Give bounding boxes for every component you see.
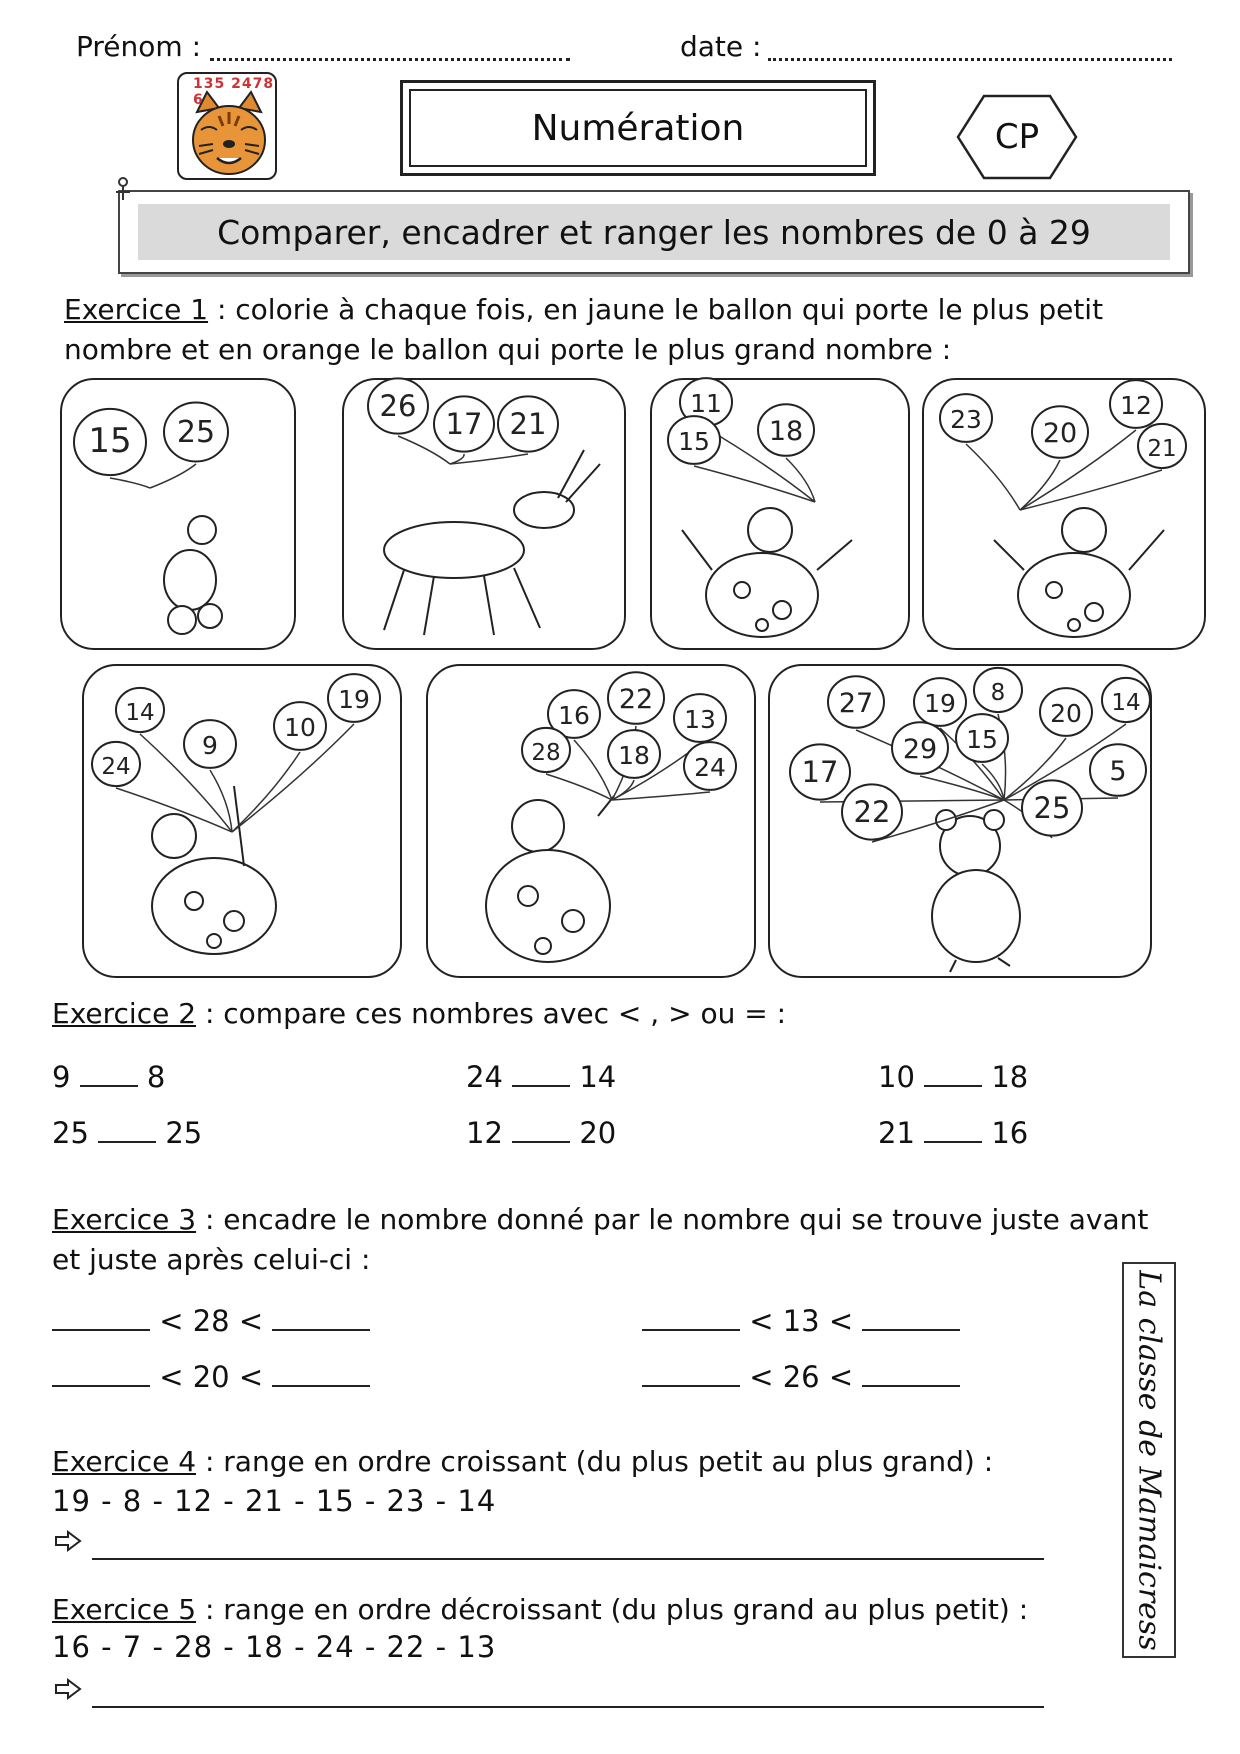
balloon-number: 28 — [531, 740, 561, 766]
balloon-string — [232, 752, 300, 832]
balloon-number: 26 — [379, 389, 417, 423]
ex4-instruction — [52, 1442, 1112, 1482]
compare-item: 21 16 — [878, 1116, 1029, 1150]
ex2-instruction — [52, 994, 1172, 1034]
balloon[interactable] — [956, 714, 1008, 762]
balloon[interactable] — [842, 784, 902, 839]
balloon-string — [920, 776, 1004, 800]
balloon-number: 22 — [853, 795, 891, 829]
balloon[interactable] — [608, 730, 660, 778]
ex3-instruction — [52, 1200, 1172, 1280]
balloon-string — [694, 466, 815, 502]
balloon[interactable] — [184, 720, 236, 768]
ex3-text-line2: et juste après celui-ci : — [52, 1243, 371, 1276]
balloon[interactable] — [674, 694, 726, 742]
balloon[interactable] — [1090, 744, 1146, 796]
ex1-label: Exercice 1 — [64, 293, 209, 326]
balloon-number: 21 — [1147, 436, 1177, 462]
balloon[interactable] — [790, 744, 850, 799]
compare-blank[interactable] — [98, 1117, 156, 1143]
balloon-number: 11 — [690, 389, 722, 418]
balloon[interactable] — [940, 394, 992, 442]
balloon-string — [210, 770, 232, 832]
compare-blank[interactable] — [924, 1061, 982, 1087]
balloon-number: 20 — [1042, 418, 1078, 449]
frame-blank-after[interactable] — [862, 1305, 960, 1331]
balloon-string — [1020, 460, 1060, 510]
ex5-answer-line[interactable] — [92, 1706, 1044, 1708]
balloon-number: 25 — [1033, 791, 1071, 825]
frame-item: < 28 < — [52, 1304, 370, 1338]
balloon-number: 17 — [801, 755, 839, 789]
ex5-label: Exercice 5 — [52, 1593, 197, 1626]
compare-blank[interactable] — [80, 1061, 138, 1087]
frame-item: < 13 < — [642, 1304, 960, 1338]
side-credit-box — [1122, 1262, 1176, 1658]
ex5-sequence: 16 - 7 - 28 - 18 - 24 - 22 - 13 — [52, 1630, 497, 1664]
balloon-number: 14 — [125, 700, 155, 726]
balloon[interactable] — [116, 688, 164, 732]
balloon[interactable] — [758, 404, 814, 456]
balloon[interactable] — [92, 742, 140, 786]
balloon[interactable] — [74, 409, 146, 475]
compare-item: 25 25 — [52, 1116, 203, 1150]
ex3-label: Exercice 3 — [52, 1203, 197, 1236]
balloon-number: 14 — [1111, 690, 1141, 716]
balloon[interactable] — [368, 378, 428, 433]
side-credit: La classe de Mamaicress — [1131, 1269, 1167, 1651]
ex4-text: : range en ordre croissant (du plus petit au plus grand) : — [196, 1445, 994, 1478]
compare-item: 10 18 — [878, 1060, 1029, 1094]
balloon-number: 20 — [1050, 699, 1082, 728]
balloon[interactable] — [828, 676, 884, 728]
balloon-number: 17 — [445, 407, 483, 441]
frame-blank-after[interactable] — [272, 1305, 370, 1331]
frame-blank-before[interactable] — [52, 1305, 150, 1331]
balloon-number: 10 — [284, 713, 316, 742]
balloon-number: 27 — [838, 688, 874, 719]
balloon-number: 8 — [990, 680, 1006, 706]
compare-blank[interactable] — [512, 1061, 570, 1087]
balloon-string — [110, 478, 150, 488]
page-title: Numération — [400, 80, 876, 176]
balloon-string — [1020, 470, 1162, 510]
date-label: date : — [680, 30, 762, 63]
balloon[interactable] — [328, 674, 380, 722]
prenom-label: Prénom : — [76, 30, 202, 63]
balloon-number: 18 — [618, 741, 650, 770]
frame-blank-before[interactable] — [642, 1361, 740, 1387]
ex5-text: : range en ordre décroissant (du plus grand au plus petit) : — [196, 1593, 1029, 1626]
balloon-number: 9 — [202, 731, 218, 760]
balloon-number: 22 — [618, 684, 654, 715]
balloon[interactable] — [1138, 424, 1186, 468]
balloon[interactable] — [164, 403, 228, 462]
balloon[interactable] — [498, 396, 558, 451]
balloon-number: 5 — [1109, 756, 1127, 787]
balloon[interactable] — [274, 702, 326, 750]
balloon[interactable] — [1032, 406, 1088, 458]
balloon[interactable] — [608, 672, 664, 724]
balloon[interactable] — [1040, 688, 1092, 736]
balloon[interactable] — [668, 416, 720, 464]
ex2-text: : compare ces nombres avec < , > ou = : — [196, 997, 787, 1030]
balloon[interactable] — [1102, 678, 1150, 722]
balloon-number: 15 — [678, 427, 710, 456]
balloon[interactable] — [1110, 380, 1162, 428]
ex1-text-line1: : colorie à chaque fois, en jaune le ballon qui porte le plus petit — [208, 293, 1104, 326]
balloon-string — [612, 792, 710, 800]
balloon[interactable] — [892, 722, 948, 774]
compare-blank[interactable] — [512, 1117, 570, 1143]
frame-blank-after[interactable] — [272, 1361, 370, 1387]
compare-item: 9 8 — [52, 1060, 166, 1094]
compare-item: 24 14 — [466, 1060, 617, 1094]
balloon-string — [150, 464, 196, 488]
balloon-number: 24 — [101, 754, 131, 780]
balloon-number: 23 — [950, 405, 982, 434]
ex4-label: Exercice 4 — [52, 1445, 197, 1478]
ex3-text-line1: : encadre le nombre donné par le nombre qui se trouve juste avant — [196, 1203, 1149, 1236]
balloon-number: 21 — [509, 407, 547, 441]
balloon-number: 15 — [88, 421, 132, 461]
balloon-number: 19 — [924, 689, 956, 718]
frame-blank-before[interactable] — [52, 1361, 150, 1387]
balloon-number: 24 — [694, 753, 726, 782]
ex4-answer-line[interactable] — [92, 1558, 1044, 1560]
balloon-number: 12 — [1120, 391, 1152, 420]
balloon[interactable] — [974, 668, 1022, 712]
balloon[interactable] — [434, 396, 494, 451]
ex1-text-line2: nombre et en orange le ballon qui porte le plus grand nombre : — [64, 333, 952, 366]
balloon[interactable] — [1022, 780, 1082, 835]
level-label: CP — [994, 117, 1040, 157]
balloon-number: 15 — [966, 725, 998, 754]
frame-item: < 26 < — [642, 1360, 960, 1394]
balloon-number: 25 — [176, 415, 216, 450]
balloon-number: 16 — [558, 701, 590, 730]
arrow-right-icon — [54, 1678, 82, 1700]
balloon-string — [966, 444, 1020, 510]
subtitle: Comparer, encadrer et ranger les nombres de 0 à 29 — [138, 204, 1170, 260]
compare-item: 12 20 — [466, 1116, 617, 1150]
balloon-number: 19 — [338, 685, 370, 714]
compare-blank[interactable] — [924, 1117, 982, 1143]
balloon[interactable] — [914, 678, 966, 726]
arrow-right-icon — [54, 1530, 82, 1552]
balloon[interactable] — [522, 728, 570, 772]
logo-digits: 135 2478 6 — [193, 76, 275, 108]
balloon-number: 18 — [768, 416, 804, 447]
frame-blank-after[interactable] — [862, 1361, 960, 1387]
balloon[interactable] — [684, 742, 736, 790]
balloon-string — [786, 458, 815, 502]
balloon-number: 29 — [902, 734, 938, 765]
balloon-number: 13 — [684, 705, 716, 734]
frame-item: < 20 < — [52, 1360, 370, 1394]
ex4-sequence: 19 - 8 - 12 - 21 - 15 - 23 - 14 — [52, 1484, 497, 1518]
ex5-instruction — [52, 1590, 1112, 1630]
ex2-label: Exercice 2 — [52, 997, 197, 1030]
frame-blank-before[interactable] — [642, 1305, 740, 1331]
